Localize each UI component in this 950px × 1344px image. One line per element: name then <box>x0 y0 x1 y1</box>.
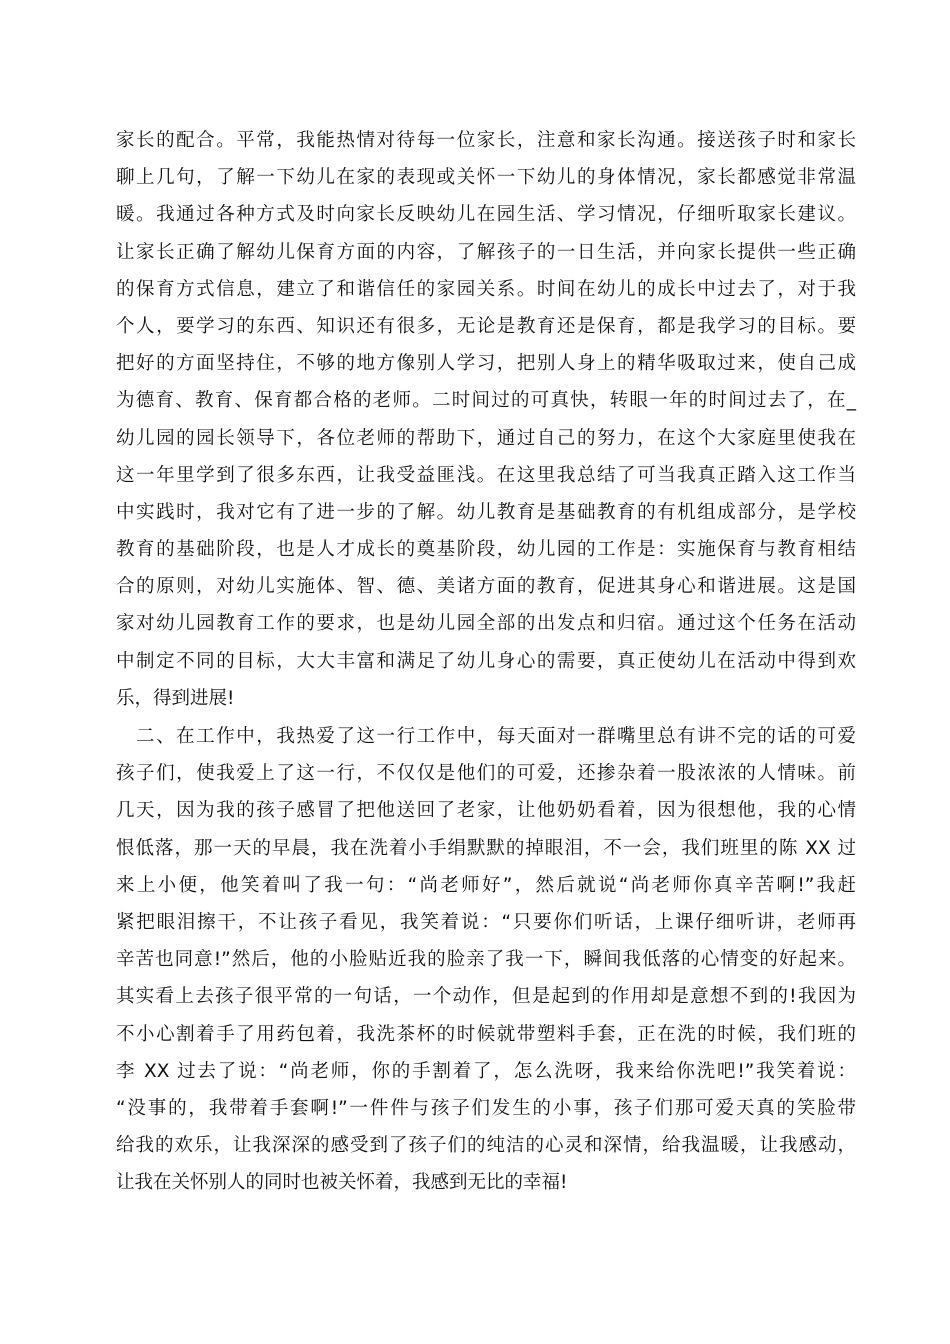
text-line: 合的原则，对幼儿实施体、智、德、美诸方面的教育，促进其身心和谐进展。这是国 <box>116 576 856 598</box>
text-line: 中制定不同的目标，大大丰富和满足了幼儿身心的需要，真正使幼儿在活动中得到欢 <box>116 650 856 672</box>
text-line: 恨低落，那一天的早晨，我在洗着小手绢默默的掉眼泪，不一会，我们班里的陈 XX 过 <box>116 837 856 859</box>
text-line: 个人，要学习的东西、知识还有很多，无论是教育还是保育，都是我学习的目标。要 <box>116 315 856 337</box>
paragraph-2 <box>116 718 856 1201</box>
text-line: 教育的基础阶段，也是人才成长的奠基阶段，幼儿园的工作是：实施保育与教育相结 <box>116 539 856 561</box>
text-line: 为德育、教育、保育都合格的老师。二时间过的可真快，转眼一年的时间过去了，在_ <box>116 390 856 412</box>
text-line: 乐，得到进展! <box>116 687 235 709</box>
text-line: 幼儿园的园长领导下，各位老师的帮助下，通过自己的努力，在这个大家庭里使我在 <box>116 427 856 449</box>
paragraph-1 <box>116 122 856 717</box>
text-line: 来上小便，他笑着叫了我一句：“尚老师好”，然后就说“尚老师你真辛苦啊!”我赶 <box>116 874 856 896</box>
text-line: 其实看上去孩子很平常的一句话，一个动作，但是起到的作用却是意想不到的!我因为 <box>116 986 856 1008</box>
text-line: 中实践时，我对它有了进一步的了解。幼儿教育是基础教育的有机组成部分，是学校 <box>116 501 856 523</box>
text-line: 家对幼儿园教育工作的要求，也是幼儿园全部的出发点和归宿。通过这个任务在活动 <box>116 613 856 635</box>
text-line: 的保育方式信息，建立了和谐信任的家园关系。时间在幼儿的成长中过去了，对于我 <box>116 278 856 300</box>
text-line: 几天，因为我的孩子感冒了把他送回了老家，让他奶奶看着，因为很想他，我的心情 <box>116 800 856 822</box>
text-line: 家长的配合。平常，我能热情对待每一位家长，注意和家长沟通。接送孩子时和家长 <box>116 130 856 151</box>
text-line: 不小心割着手了用药包着，我洗茶杯的时候就带塑料手套，正在洗的时候，我们班的 <box>116 1023 856 1045</box>
text-line: 二、在工作中，我热爱了这一行工作中，每天面对一群嘴里总有讲不完的话的可爱 <box>116 726 856 747</box>
text-line: 让家长正确了解幼儿保育方面的内容，了解孩子的一日生活，并向家长提供一些正确 <box>116 241 856 263</box>
text-line: 聊上几句，了解一下幼儿在家的表现或关怀一下幼儿的身体情况，家长都感觉非常温 <box>116 167 856 189</box>
text-line: 孩子们，使我爱上了这一行，不仅仅是他们的可爱，还掺杂着一股浓浓的人情味。前 <box>116 763 856 785</box>
text-line: 把好的方面坚持住，不够的地方像别人学习，把别人身上的精华吸取过来，使自己成 <box>116 353 856 375</box>
text-line: 辛苦也同意!”然后，他的小脸贴近我的脸亲了我一下，瞬间我低落的心情变的好起来。 <box>116 949 856 971</box>
text-line: 紧把眼泪擦干，不让孩子看见，我笑着说：“只要你们听话，上课仔细听讲，老师再 <box>116 911 856 933</box>
text-line: 让我在关怀别人的同时也被关怀着，我感到无比的幸福! <box>116 1172 568 1194</box>
text-line: 暖。我通过各种方式及时向家长反映幼儿在园生活、学习情况，仔细听取家长建议。 <box>116 204 856 226</box>
text-line: 这一年里学到了很多东西，让我受益匪浅。在这里我总结了可当我真正踏入这工作当 <box>116 464 856 486</box>
text-line: “没事的，我带着手套啊!”一件件与孩子们发生的小事，孩子们那可爱天真的笑脸带 <box>116 1097 856 1119</box>
text-line: 给我的欢乐，让我深深的感受到了孩子们的纯洁的心灵和深情，给我温暖，让我感动， <box>116 1135 856 1157</box>
text-line: 李 XX 过去了说：“尚老师，你的手割着了，怎么洗呀，我来给你洗吧!”我笑着说： <box>116 1060 856 1082</box>
